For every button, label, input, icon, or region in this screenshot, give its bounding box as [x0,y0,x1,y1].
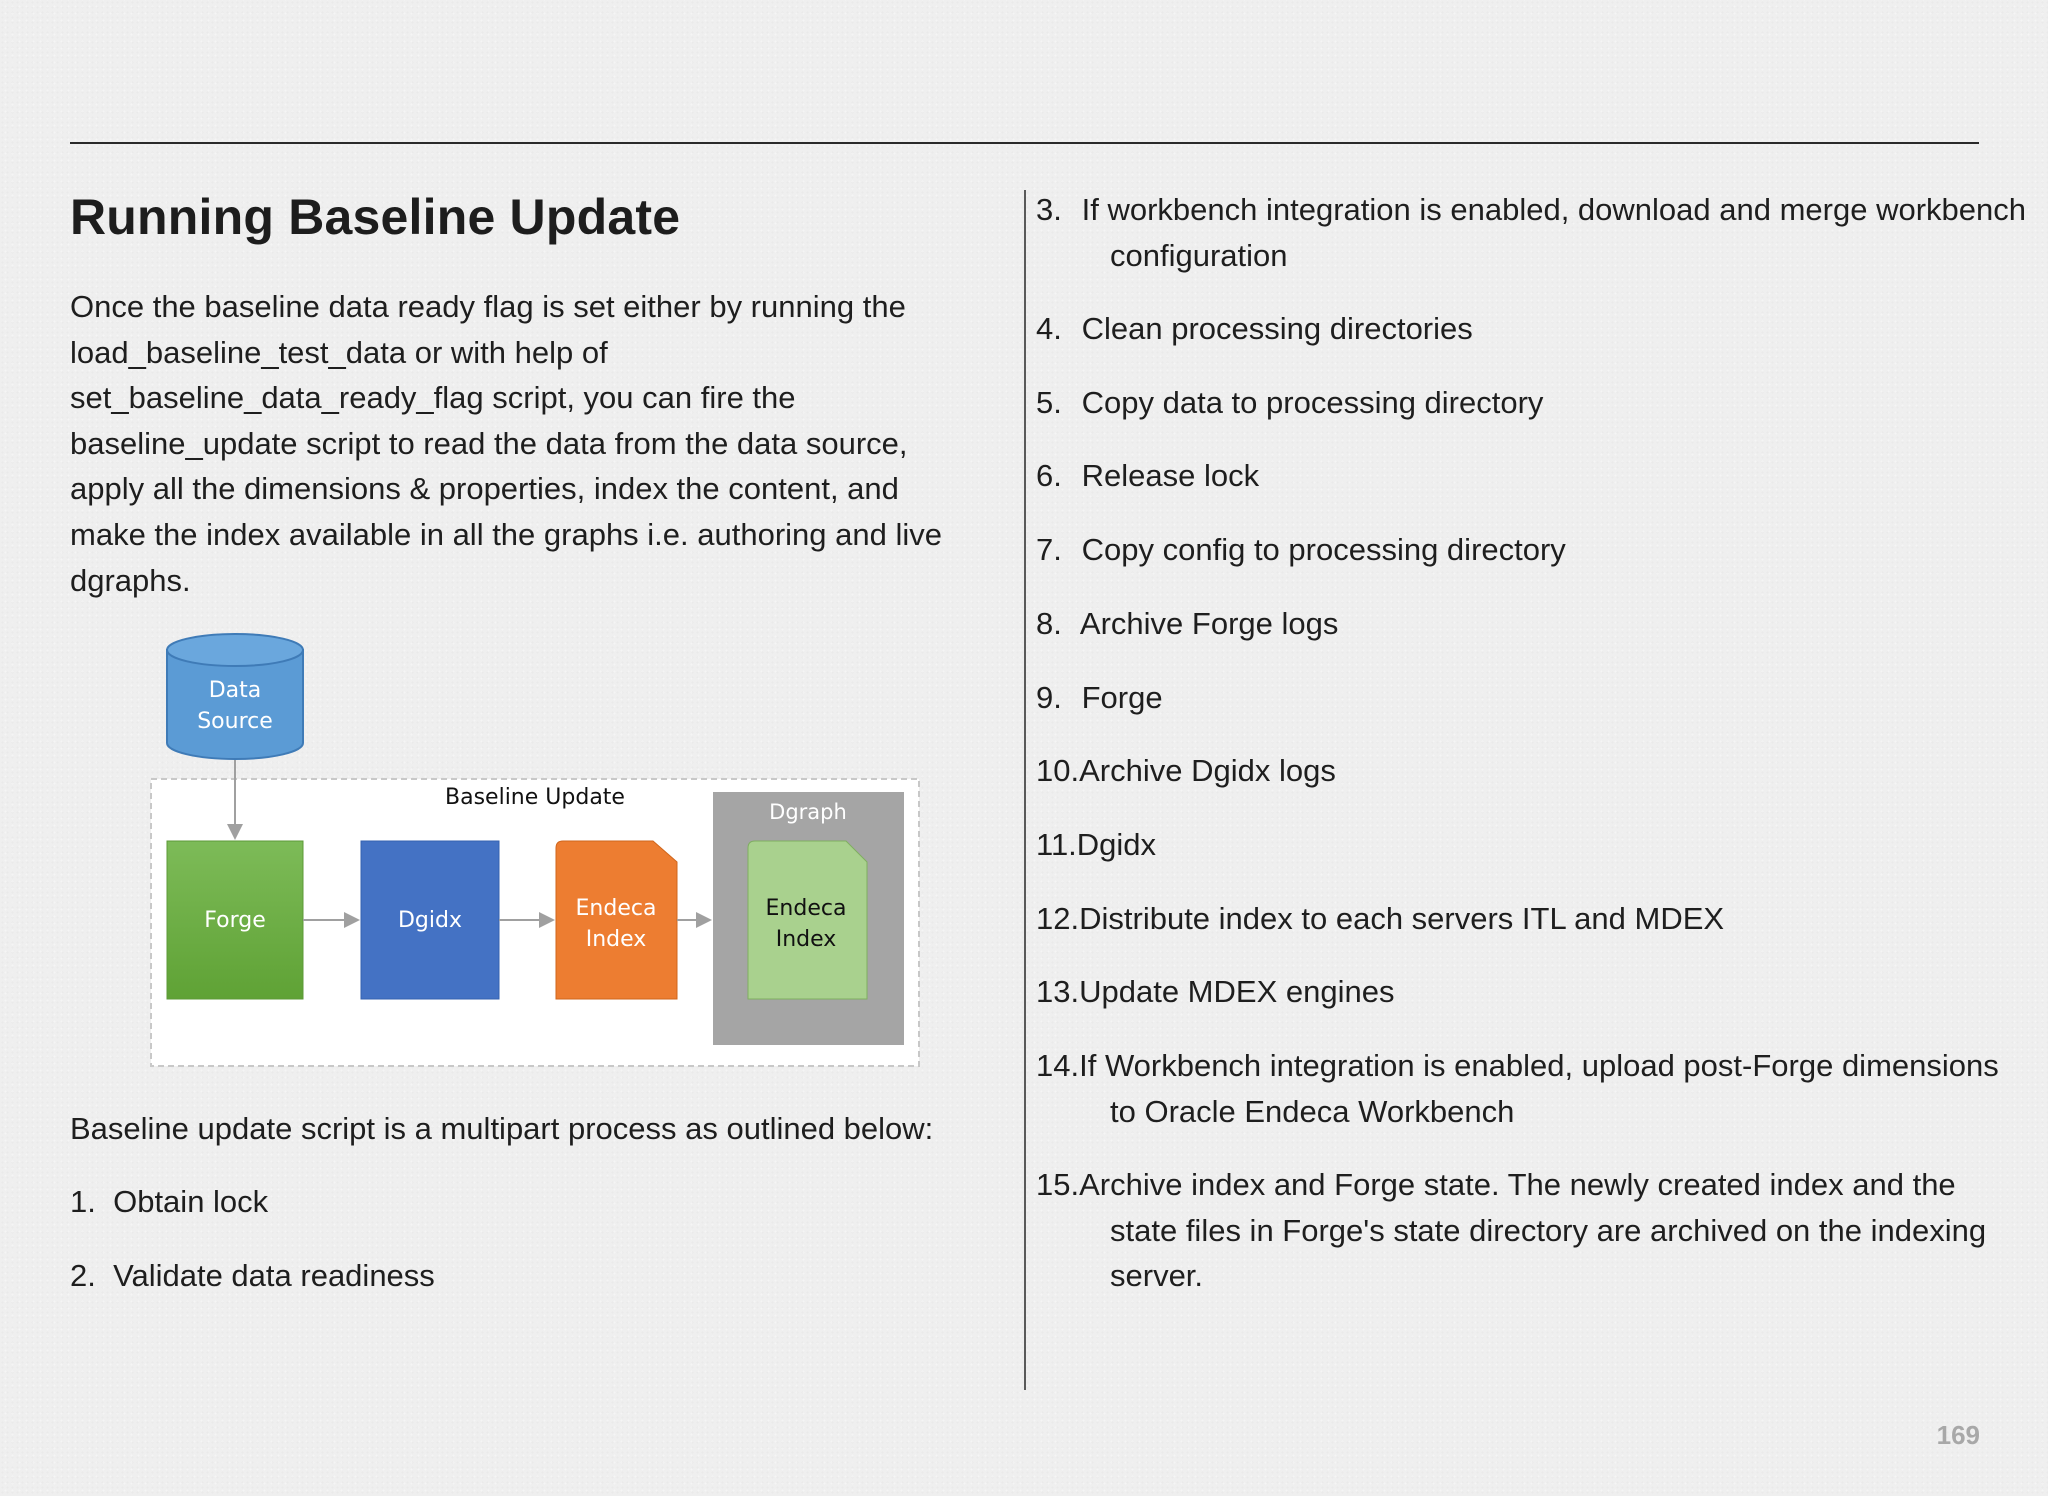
intro-paragraph: Once the baseline data ready flag is set either by running the load_baseline_test_data or with help of set_baseline_data_ready_flag script, you can fire the baseline_update script to read the data from the data source, apply all the dimensions & properties, index the content, and make the index available in all the graphs i.e. authoring and live dgraphs. [70,289,942,598]
step-item: 3. If workbench integration is enabled, download and merge workbench configuration [1036,192,2026,273]
forge-label: Forge [204,908,266,933]
step-item: 4. Clean processing directories [1036,311,1473,346]
data-source-label-line2: Source [197,709,273,734]
column-divider-line [1024,190,1026,1390]
data-source-label-line1: Data [208,678,262,703]
top-divider-line [70,142,1979,144]
step-item: 8. Archive Forge logs [1036,606,1339,641]
step-item: 12.Distribute index to each servers ITL and MDEX [1036,901,1725,936]
baseline-update-diagram [140,630,930,1075]
step-item: 13.Update MDEX engines [1036,974,1395,1009]
step-item: 15.Archive index and Forge state. The newly created index and the state files in Forge's state directory are archived on the indexing server. [1036,1167,1987,1294]
outline-intro: Baseline update script is a multipart process as outlined below: [70,1111,934,1146]
step-item: 14.If Workbench integration is enabled, upload post-Forge dimensions to Oracle Endeca Workbench [1036,1048,1999,1129]
endeca-index-label-line1: Endeca [575,896,657,921]
data-source-icon [167,634,303,759]
step-item: 1. Obtain lock [70,1184,269,1219]
endeca-index-label-line2: Index [585,927,647,952]
step-item: 9. Forge [1036,680,1163,715]
step-item: 2. Validate data readiness [70,1258,435,1293]
step-item: 7. Copy config to processing directory [1036,532,1566,567]
page-number: 169 [1936,1420,1980,1450]
dgraph-index-label-line1: Endeca [765,896,847,921]
step-item: 10.Archive Dgidx logs [1036,753,1336,788]
baseline-update-label: Baseline Update [445,785,625,810]
step-item: 11.Dgidx [1036,827,1157,862]
step-item: 6. Release lock [1036,458,1260,493]
page-title: Running Baseline Update [70,189,681,245]
dgidx-label: Dgidx [397,908,463,933]
dgraph-index-label-line2: Index [775,927,837,952]
step-item: 5. Copy data to processing directory [1036,385,1544,420]
dgraph-label: Dgraph [769,800,847,824]
